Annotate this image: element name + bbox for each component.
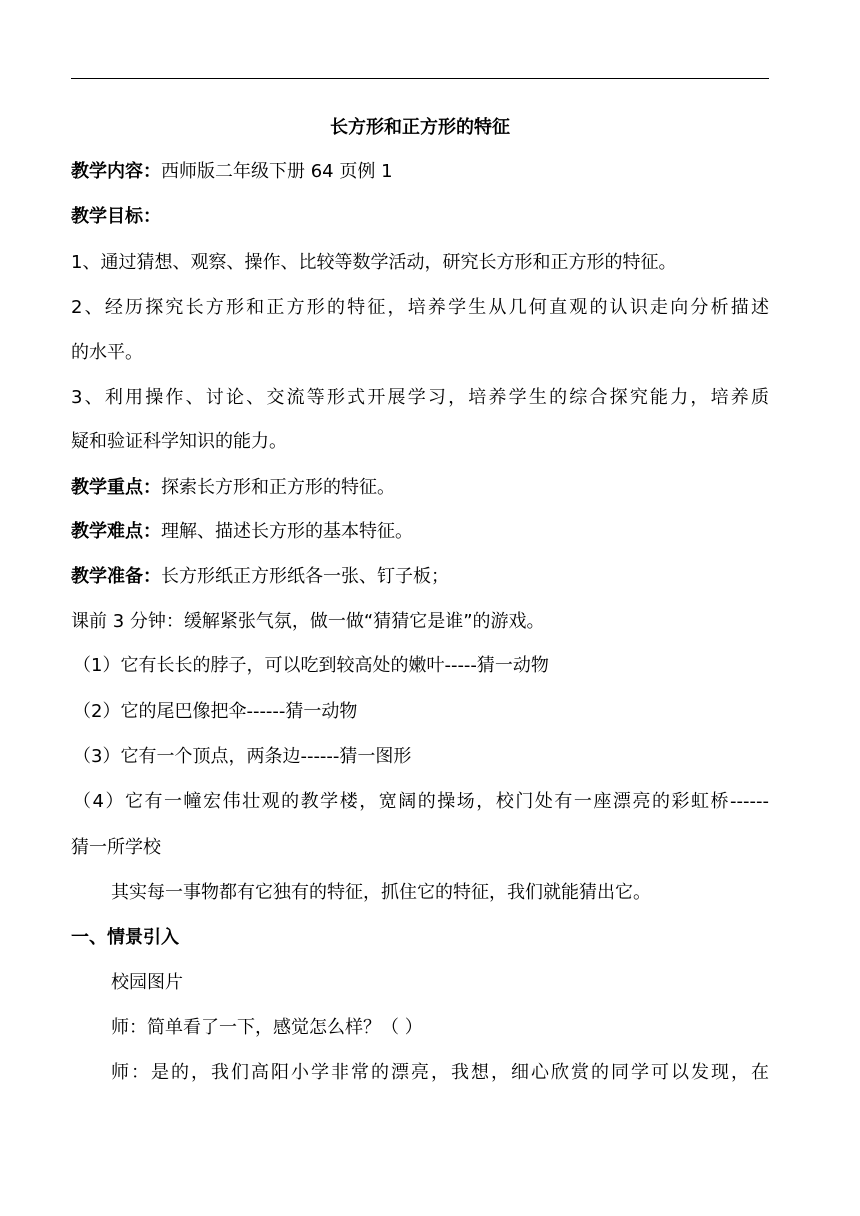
goal-3-line-2: 疑和验证科学知识的能力。 — [71, 431, 287, 452]
key-point-label: 教学重点： — [71, 477, 161, 498]
difficulty-line — [71, 520, 769, 544]
warmup-summary: 其实每一事物都有它独有的特征，抓住它的特征，我们就能猜出它。 — [111, 882, 651, 903]
content-line — [71, 160, 769, 184]
riddle-2: （2）它的尾巴像把伞------猜一动物 — [73, 701, 358, 722]
content-text: 西师版二年级下册 64 页例 1 — [161, 161, 393, 182]
riddle-4-line-1: （4）它有一幢宏伟壮观的教学楼，宽阔的操场，校门处有一座漂亮的彩虹桥------ — [73, 791, 769, 812]
section-1-para-1: 校园图片 — [111, 972, 183, 993]
goals-label: 教学目标： — [71, 206, 161, 227]
riddle-1: （1）它有长长的脖子，可以吃到较高处的嫩叶-----猜一动物 — [73, 655, 549, 676]
prep-label: 教学准备： — [71, 566, 161, 587]
header-rule — [71, 78, 769, 79]
key-point-text: 探索长方形和正方形的特征。 — [161, 477, 395, 498]
warmup-intro: 课前 3 分钟：缓解紧张气氛，做一做“猜猜它是谁”的游戏。 — [71, 611, 545, 632]
goal-3-line-1: 3、利用操作、讨论、交流等形式开展学习，培养学生的综合探究能力，培养质 — [71, 387, 769, 408]
prep-line — [71, 565, 769, 589]
riddle-3: （3）它有一个顶点，两条边------猜一图形 — [73, 746, 412, 767]
prep-text: 长方形纸正方形纸各一张、钉子板； — [161, 566, 449, 587]
goal-2-line-1: 2、经历探究长方形和正方形的特征，培养学生从几何直观的认识走向分析描述 — [71, 297, 769, 318]
section-1-para-3: 师：是的，我们高阳小学非常的漂亮，我想，细心欣赏的同学可以发现，在 — [111, 1062, 769, 1083]
key-point-line — [71, 476, 769, 500]
riddle-4-line-2: 猜一所学校 — [71, 837, 161, 858]
difficulty-label: 教学难点： — [71, 521, 161, 542]
section-1-para-2: 师：简单看了一下，感觉怎么样？（ ） — [111, 1017, 423, 1038]
goal-1: 1、通过猜想、观察、操作、比较等数学活动，研究长方形和正方形的特征。 — [71, 252, 677, 273]
section-1-heading: 一、情景引入 — [71, 927, 179, 948]
doc-title: 长方形和正方形的特征 — [330, 117, 510, 138]
difficulty-text: 理解、描述长方形的基本特征。 — [161, 521, 413, 542]
goal-2-line-2: 的水平。 — [71, 342, 143, 363]
content-label: 教学内容： — [71, 161, 161, 182]
